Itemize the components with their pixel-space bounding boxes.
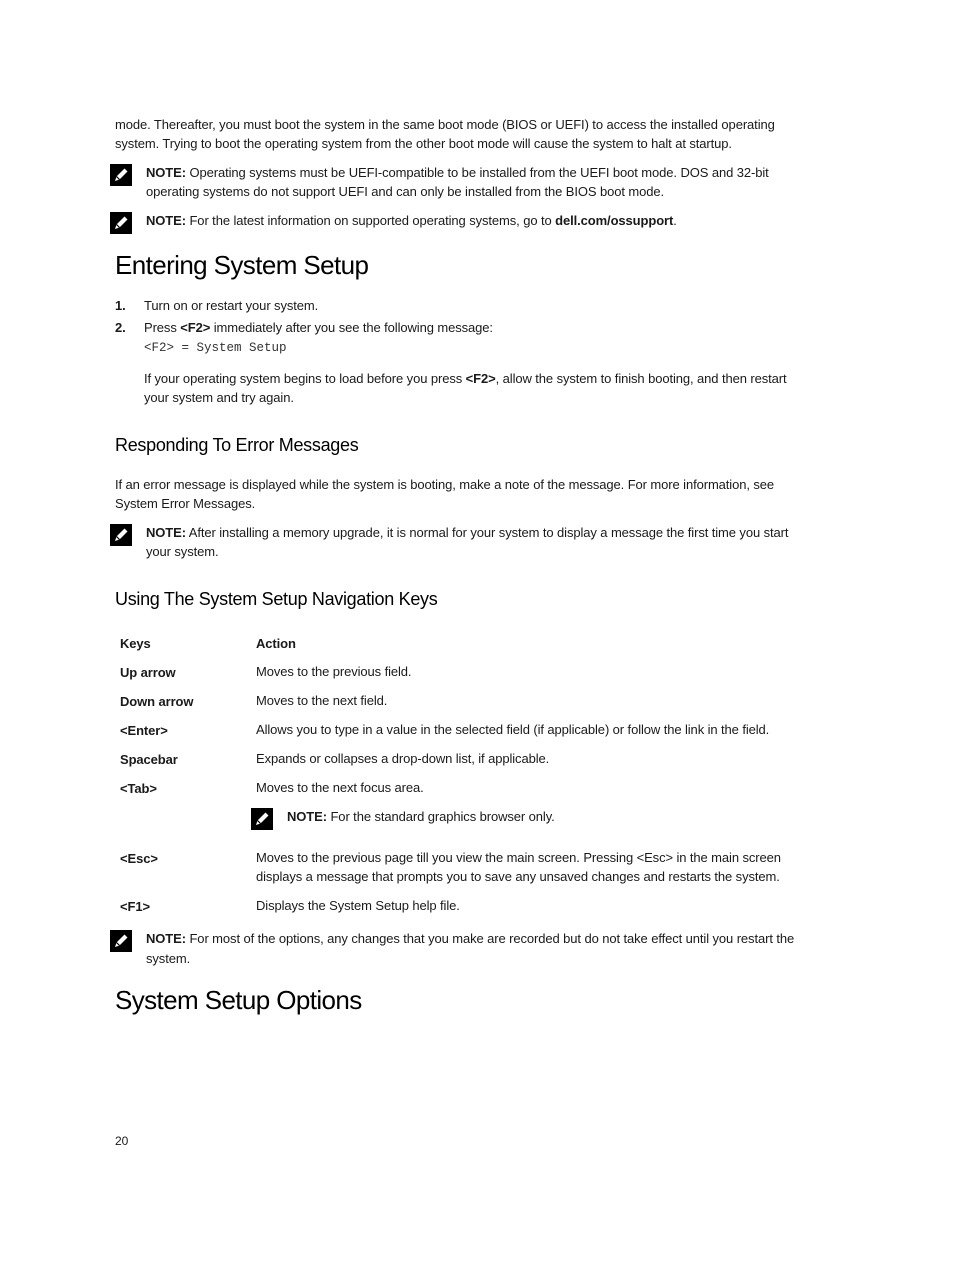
entering-para-key: <F2>	[465, 371, 496, 386]
note-label: NOTE:	[146, 165, 186, 180]
note-tab-text: For the standard graphics browser only.	[330, 809, 555, 824]
step-text-2	[144, 318, 493, 337]
table-header-keys: Keys	[120, 636, 151, 651]
table-key-spacebar: Spacebar	[120, 752, 178, 767]
note-label: NOTE:	[146, 525, 186, 540]
step-2-post: immediately after you see the following message:	[213, 320, 493, 335]
note-uefi-line-2: operating systems do not support UEFI and can only be installed from the BIOS boot mode.	[146, 184, 664, 199]
table-key-esc: <Esc>	[120, 851, 158, 866]
table-action-down-arrow: Moves to the next field.	[256, 693, 388, 708]
table-action-up-arrow: Moves to the previous field.	[256, 664, 412, 679]
note-pencil-icon	[251, 808, 273, 830]
entering-para-line-1	[144, 369, 787, 388]
note-options-line-1: For most of the options, any changes that you make are recorded but do not take effect until you restart the	[189, 931, 795, 946]
entering-para-line-2: your system and try again.	[144, 390, 294, 405]
table-key-f1: <F1>	[120, 899, 150, 914]
note-memory	[146, 523, 788, 542]
table-key-up-arrow: Up arrow	[120, 665, 176, 680]
step-2-key: <F2>	[180, 320, 211, 335]
entering-para-pre: If your operating system begins to load before you press	[144, 371, 463, 386]
step-2-pre: Press	[144, 320, 177, 335]
heading-navigation-keys: Using The System Setup Navigation Keys	[115, 589, 438, 609]
table-action-enter: Allows you to type in a value in the selected field (if applicable) or follow the link in the field.	[256, 722, 770, 737]
heading-entering-system-setup: Entering System Setup	[115, 250, 369, 280]
note-pencil-icon	[110, 930, 132, 952]
step-number-1: 1.	[115, 298, 126, 313]
intro-line-1: mode. Thereafter, you must boot the system in the same boot mode (BIOS or UEFI) to access the installed operating	[115, 117, 775, 132]
intro-line-2: system. Trying to boot the operating system from the other boot mode will cause the system to halt at startup.	[115, 136, 732, 151]
table-key-enter: <Enter>	[120, 723, 168, 738]
ossupport-link[interactable]: dell.com/ossupport	[555, 213, 674, 228]
note-options	[146, 929, 794, 948]
note-pencil-icon	[110, 524, 132, 546]
note-label: NOTE:	[146, 213, 186, 228]
table-header-action: Action	[256, 636, 296, 651]
note-os-support	[146, 211, 677, 230]
note-os-support-end: .	[673, 213, 677, 228]
errors-line-2: System Error Messages.	[115, 496, 256, 511]
note-label: NOTE:	[146, 931, 186, 946]
note-uefi-line-1: Operating systems must be UEFI-compatible to be installed from the UEFI boot mode. DOS and 32-bit	[189, 165, 769, 180]
errors-line-1: If an error message is displayed while the system is booting, make a note of the message. For more information, see	[115, 477, 775, 492]
table-action-esc-line-1: Moves to the previous page till you view the main screen. Pressing <Esc> in the main screen	[256, 850, 781, 865]
note-options-line-2: system.	[146, 951, 191, 966]
table-key-down-arrow: Down arrow	[120, 694, 194, 709]
table-action-spacebar: Expands or collapses a drop-down list, if applicable.	[256, 751, 550, 766]
note-memory-line-2: your system.	[146, 544, 219, 559]
note-pencil-icon	[110, 212, 132, 234]
note-memory-line-1: After installing a memory upgrade, it is normal for your system to display a message the first time you start	[188, 525, 789, 540]
heading-error-messages: Responding To Error Messages	[115, 435, 359, 455]
step-number-2: 2.	[115, 320, 126, 335]
heading-system-setup-options: System Setup Options	[115, 985, 362, 1015]
code-message: <F2> = System Setup	[144, 341, 287, 355]
entering-para-post: , allow the system to finish booting, and then restart	[495, 371, 787, 386]
table-action-esc-line-2: displays a message that prompts you to save any unsaved changes and restarts the system.	[256, 869, 780, 884]
table-action-tab: Moves to the next focus area.	[256, 780, 424, 795]
note-os-support-text: For the latest information on supported operating systems, go to	[189, 213, 552, 228]
note-pencil-icon	[110, 164, 132, 186]
table-key-tab: <Tab>	[120, 781, 157, 796]
note-label: NOTE:	[287, 809, 327, 824]
note-tab	[287, 807, 555, 826]
step-text-1: Turn on or restart your system.	[144, 298, 319, 313]
table-action-f1: Displays the System Setup help file.	[256, 898, 460, 913]
page-number: 20	[115, 1134, 129, 1148]
note-uefi	[146, 163, 769, 182]
